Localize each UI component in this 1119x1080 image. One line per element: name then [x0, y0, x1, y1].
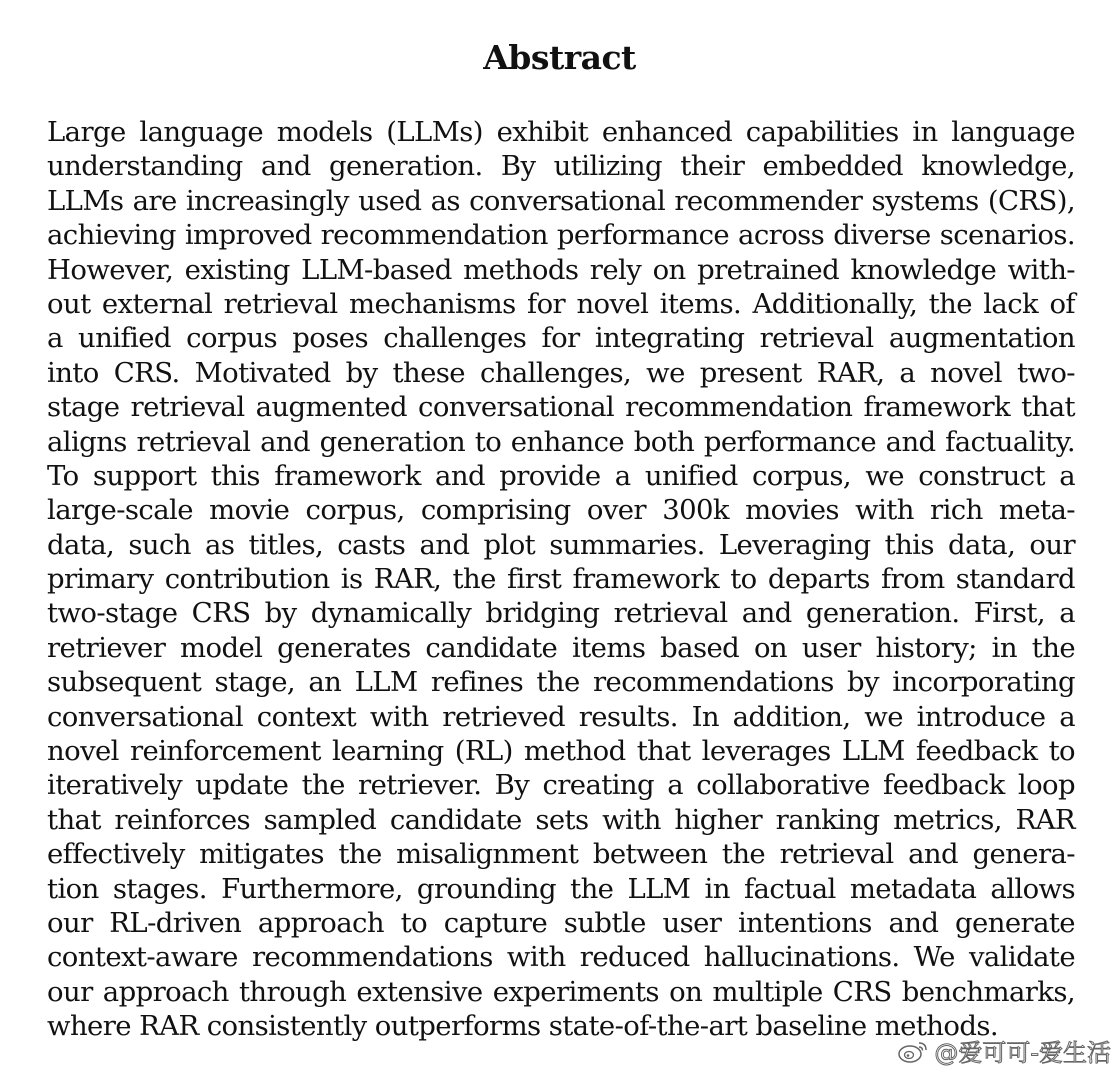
abstract-line: our RL-driven approach to capture subtle user intentions and generate — [47, 906, 1075, 939]
abstract-line: stage retrieval augmented conversational recommendation framework that — [47, 391, 1075, 424]
abstract-line: that reinforces sampled candidate sets with higher ranking metrics, RAR — [47, 803, 1075, 836]
abstract-line: aligns retrieval and generation to enhance both performance and factuality. — [47, 425, 1075, 458]
abstract-title: Abstract — [483, 38, 636, 77]
abstract-line: a unified corpus poses challenges for integrating retrieval augmentation — [47, 322, 1075, 355]
abstract-body — [47, 115, 1075, 1044]
abstract-line: our approach through extensive experiments on multiple CRS benchmarks, — [47, 975, 1075, 1008]
abstract-line: where RAR consistently outperforms state-of-the-art baseline methods. — [47, 1010, 999, 1043]
abstract-line: out external retrieval mechanisms for novel items. Additionally, the lack of — [47, 287, 1075, 320]
abstract-line: understanding and generation. By utilizing their embedded knowledge, — [47, 150, 1075, 183]
abstract-line: conversational context with retrieved results. In addition, we introduce a — [47, 700, 1075, 733]
abstract-line: achieving improved recommendation performance across diverse scenarios. — [47, 219, 1075, 252]
abstract-line: However, existing LLM-based methods rely on pretrained knowledge with- — [47, 253, 1075, 286]
abstract-line: To support this framework and provide a unified corpus, we construct a — [47, 459, 1075, 492]
watermark-text: @爱可可-爱生活 — [934, 1039, 1111, 1067]
abstract-line: tion stages. Furthermore, grounding the LLM in factual metadata allows — [47, 872, 1075, 905]
abstract-line: data, such as titles, casts and plot summaries. Leveraging this data, our — [47, 528, 1075, 561]
weibo-watermark — [897, 1033, 1111, 1068]
abstract-line: LLMs are increasingly used as conversational recommender systems (CRS), — [47, 184, 1075, 217]
abstract-line: into CRS. Motivated by these challenges, we present RAR, a novel two- — [47, 356, 1075, 389]
abstract-line: effectively mitigates the misalignment between the retrieval and genera- — [47, 838, 1075, 871]
abstract-line: context-aware recommendations with reduced hallucinations. We validate — [47, 941, 1075, 974]
weibo-icon — [897, 1038, 929, 1064]
abstract-line: large-scale movie corpus, comprising over 300k movies with rich meta- — [47, 494, 1075, 527]
abstract-line: subsequent stage, an LLM refines the recommendations by incorporating — [47, 666, 1075, 699]
abstract-line: two-stage CRS by dynamically bridging retrieval and generation. First, a — [47, 597, 1075, 630]
abstract-line: Large language models (LLMs) exhibit enhanced capabilities in language — [47, 116, 1075, 148]
abstract-line: novel reinforcement learning (RL) method that leverages LLM feedback to — [47, 735, 1075, 768]
abstract-line: primary contribution is RAR, the first framework to departs from standard — [47, 563, 1075, 596]
abstract-line: iteratively update the retriever. By creating a collaborative feedback loop — [47, 769, 1075, 802]
abstract-line: retriever model generates candidate items based on user history; in the — [47, 631, 1075, 664]
